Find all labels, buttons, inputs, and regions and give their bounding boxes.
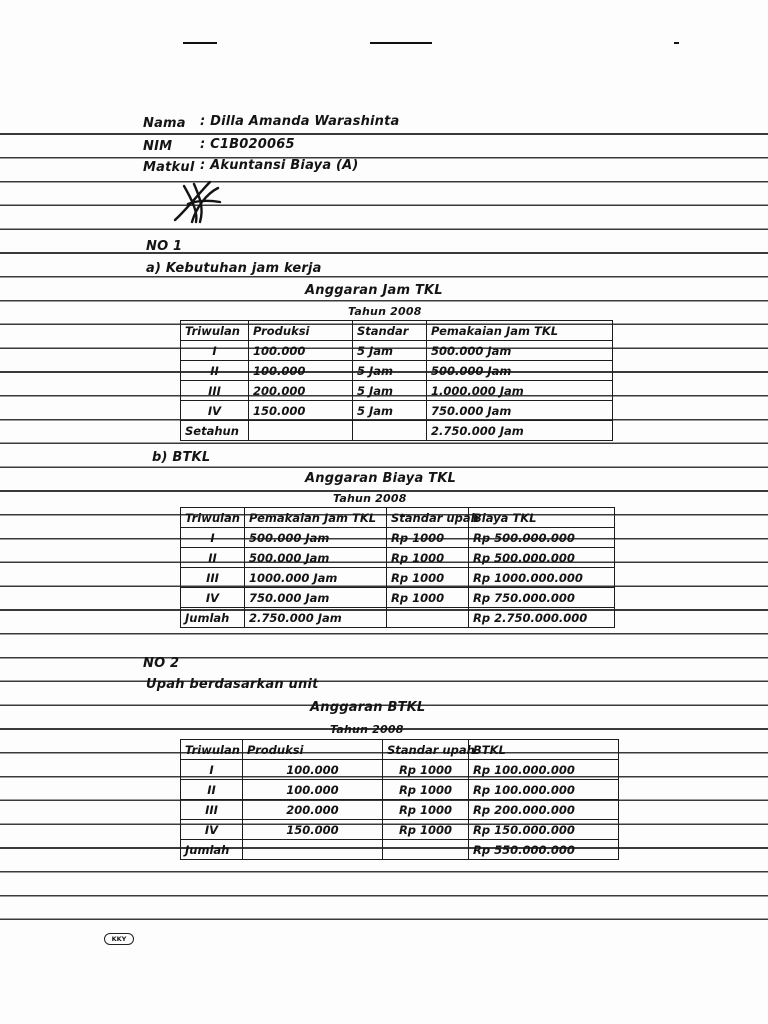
q1-part-b: b) BTKL [152,450,211,465]
cell: Rp 1000 [383,760,469,780]
cell: 200.000 [249,381,353,401]
cell [243,840,383,860]
column-header: Standar upah [383,740,469,760]
cell: Rp 1000 [387,588,469,608]
cell [353,421,427,441]
table-row [181,568,615,588]
table-row [181,588,615,608]
cell: 1000.000 Jam [245,568,387,588]
table-row [181,780,619,800]
cell: 5 Jam [353,341,427,361]
cell: Rp 1000 [383,780,469,800]
column-header: Pemakaian Jam TKL [427,321,613,341]
top-mark-right [674,42,679,44]
table-row [181,528,615,548]
cell [249,421,353,441]
cell: Rp 1000 [387,548,469,568]
cell: Rp 1000 [383,820,469,840]
cell: 500.000 Jam [427,341,613,361]
table-b-year: Tahun 2008 [333,492,407,505]
cell: 150.000 [243,820,383,840]
cell: I [181,528,245,548]
table-total-row [181,421,613,441]
table-a-year: Tahun 2008 [348,305,422,318]
column-header: Standar [353,321,427,341]
cell: 100.000 [243,760,383,780]
cell: Rp 100.000.000 [469,760,619,780]
cell: III [181,800,243,820]
cell: II [181,361,249,381]
cell: II [181,548,245,568]
table-row [181,361,613,381]
table-header-row [181,740,619,760]
cell: 5 Jam [353,401,427,421]
table-row [181,381,613,401]
matkul-label: Matkul [143,160,195,175]
table-header-row [181,508,615,528]
cell: Rp 200.000.000 [469,800,619,820]
cell: Rp 550.000.000 [469,840,619,860]
cell: 150.000 [249,401,353,421]
cell: Rp 100.000.000 [469,780,619,800]
cell: IV [181,401,249,421]
cell: 750.000 Jam [245,588,387,608]
cell: 500.000 Jam [245,528,387,548]
cell: Rp 500.000.000 [469,528,615,548]
table-anggaran-btkl [180,739,619,860]
cell: Rp 1000 [387,528,469,548]
column-header: Biaya TKL [469,508,615,528]
cell: 750.000 Jam [427,401,613,421]
table-row [181,820,619,840]
cell: Rp 750.000.000 [469,588,615,608]
q2-number: NO 2 [143,656,180,671]
cell: 2.750.000 Jam [427,421,613,441]
column-header: Triwulan [181,508,245,528]
table-row [181,401,613,421]
cell: Jumlah [181,608,245,628]
table-total-row [181,608,615,628]
cell: 2.750.000 Jam [245,608,387,628]
cell: 500.000 Jam [427,361,613,381]
cell: Rp 1000 [383,800,469,820]
signature [170,178,226,226]
table-row [181,800,619,820]
cell [383,840,469,860]
cell [387,608,469,628]
cell: 500.000 Jam [245,548,387,568]
column-header: Produksi [243,740,383,760]
cell: I [181,341,249,361]
cell: III [181,381,249,401]
kky-stamp: KKY [104,933,134,945]
table-row [181,341,613,361]
q2-subtitle: Upah berdasarkan unit [146,677,319,692]
matkul-value: : Akuntansi Biaya (A) [200,158,359,173]
table-total-row [181,840,619,860]
table-q2-title: Anggaran BTKL [310,700,426,715]
cell: II [181,780,243,800]
column-header: BTKL [469,740,619,760]
cell: 100.000 [249,361,353,381]
cell: Jumlah [181,840,243,860]
top-mark-left [183,42,217,44]
column-header: Triwulan [181,321,249,341]
name-value: : Dilla Amanda Warashinta [200,114,400,129]
top-mark-center [370,42,432,44]
cell: Rp 500.000.000 [469,548,615,568]
table-row [181,548,615,568]
table-row [181,760,619,780]
cell: Rp 1000 [387,568,469,588]
cell: 100.000 [243,780,383,800]
table-b-title: Anggaran Biaya TKL [305,471,456,486]
cell: IV [181,588,245,608]
table-header-row [181,321,613,341]
nim-value: : C1B020065 [200,137,295,152]
q1-number: NO 1 [146,239,183,254]
name-label: Nama [143,116,186,131]
cell: Rp 1000.000.000 [469,568,615,588]
cell: 100.000 [249,341,353,361]
cell: Setahun [181,421,249,441]
table-a-title: Anggaran Jam TKL [305,283,443,298]
table-q2-year: Tahun 2008 [330,723,404,736]
cell: 5 Jam [353,361,427,381]
table-anggaran-biaya-tkl [180,507,615,628]
nim-label: NIM [143,139,173,154]
column-header: Produksi [249,321,353,341]
cell: III [181,568,245,588]
cell: I [181,760,243,780]
cell: IV [181,820,243,840]
cell: 1.000.000 Jam [427,381,613,401]
column-header: Triwulan [181,740,243,760]
column-header: Standar upah [387,508,469,528]
q1-part-a: a) Kebutuhan jam kerja [146,261,322,276]
table-anggaran-jam-tkl [180,320,613,441]
cell: 200.000 [243,800,383,820]
cell: Rp 150.000.000 [469,820,619,840]
cell: 5 Jam [353,381,427,401]
column-header: Pemakaian Jam TKL [245,508,387,528]
cell: Rp 2.750.000.000 [469,608,615,628]
